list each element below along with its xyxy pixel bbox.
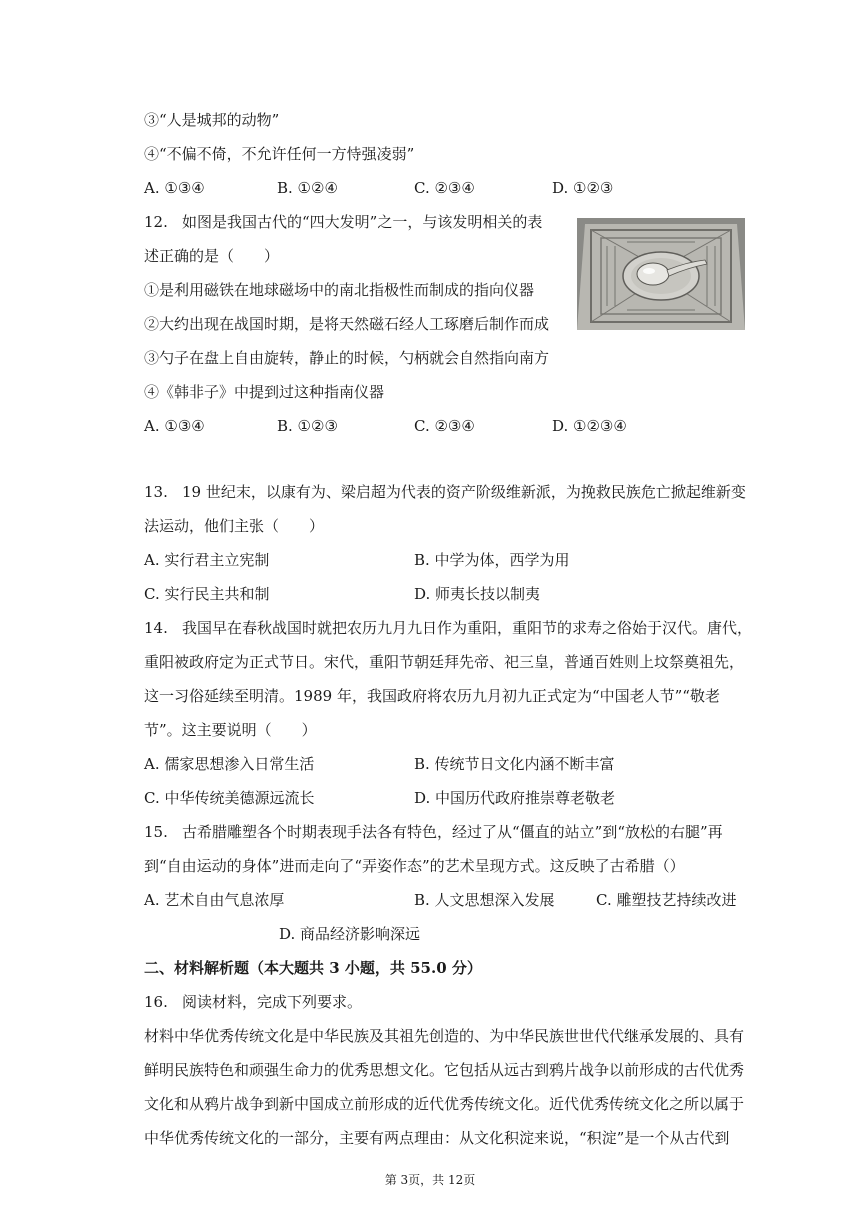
q12-number: 12. bbox=[144, 213, 168, 231]
q11-option-a: A. ①③④ bbox=[144, 179, 205, 197]
q12-item-1: ①是利用磁铁在地球磁场中的南北指极性而制成的指向仪器 bbox=[144, 281, 535, 299]
q11-option-d: D. ①②③ bbox=[552, 179, 614, 197]
q15-number: 15. bbox=[144, 823, 168, 841]
q15-stem-line-1 bbox=[144, 822, 723, 842]
q14-stem-line-4: 节”。这主要说明（ ） bbox=[144, 721, 317, 739]
q15-stem-line-2: 到“自由运动的身体”进而走向了“弄姿作态”的艺术呈现方式。这反映了古希腊（） bbox=[144, 857, 685, 875]
q12-item-2: ②大约出现在战国时期，是将天然磁石经人工琢磨后制作而成 bbox=[144, 315, 550, 333]
q13-number: 13. bbox=[144, 483, 168, 501]
q12-stem-text: 如图是我国古代的“四大发明”之一，与该发明相关的表 bbox=[182, 213, 543, 231]
q13-option-c: C. 实行民主共和制 bbox=[144, 585, 270, 603]
q13-option-b: B. 中学为体，西学为用 bbox=[414, 551, 570, 569]
q12-stem-line-1 bbox=[144, 212, 542, 232]
q16-material-line-4: 中华优秀传统文化的一部分，主要有两点理由：从文化积淀来说，“积淀”是一个从古代到 bbox=[144, 1129, 730, 1147]
q14-option-c: C. 中华传统美德源远流长 bbox=[144, 789, 315, 807]
q15-option-b: B. 人文思想深入发展 bbox=[414, 891, 555, 909]
q16-material-line-2: 鲜明民族特色和顽强生命力的优秀思想文化。它包括从远古到鸦片战争以前形成的古代优秀 bbox=[144, 1061, 745, 1079]
q14-stem-line-1 bbox=[144, 618, 752, 638]
compass-spoon-image bbox=[577, 218, 745, 330]
q14-stem-line-3: 这一习俗延续至明清。1989 年，我国政府将农历九月初九正式定为“中国老人节”“敬老 bbox=[144, 687, 720, 705]
q15-option-c: C. 雕塑技艺持续改进 bbox=[596, 891, 737, 909]
q14-stem-line-2: 重阳被政府定为正式节日。宋代，重阳节朝廷拜先帝、祀三皇，普通百姓则上坟祭奠祖先， bbox=[144, 653, 745, 671]
q13-stem-line-1 bbox=[144, 482, 746, 502]
q16-material-line-1: 材料中华优秀传统文化是中华民族及其祖先创造的、为中华民族世世代代继承发展的、具有 bbox=[144, 1027, 745, 1045]
q11-option-b: B. ①②④ bbox=[277, 179, 338, 197]
page-footer: 第 3页，共 12页 bbox=[384, 1173, 476, 1187]
q12-option-d: D. ①②③④ bbox=[552, 417, 627, 435]
q14-option-b: B. 传统节日文化内涵不断丰富 bbox=[414, 755, 615, 773]
q12-option-a: A. ①③④ bbox=[144, 417, 205, 435]
q11-item-3: ③“人是城邦的动物” bbox=[144, 111, 280, 129]
q12-stem-line-2: 述正确的是（ ） bbox=[144, 247, 280, 265]
q16-number: 16. bbox=[144, 993, 168, 1011]
q14-option-d: D. 中国历代政府推崇尊老敬老 bbox=[414, 789, 616, 807]
q15-option-d: D. 商品经济影响深远 bbox=[279, 925, 421, 943]
q13-stem-text: 19 世纪末，以康有为、梁启超为代表的资产阶级维新派，为挽救民族危亡掀起维新变 bbox=[182, 483, 746, 501]
section-2-heading: 二、材料解析题（本大题共 3 小题，共 55.0 分） bbox=[144, 959, 482, 977]
q12-item-4: ④《韩非子》中提到过这种指南仪器 bbox=[144, 383, 385, 401]
q16-stem-text: 阅读材料，完成下列要求。 bbox=[182, 993, 363, 1011]
q16-material-line-3: 文化和从鸦片战争到新中国成立前形成的近代优秀传统文化。近代优秀传统文化之所以属于 bbox=[144, 1095, 745, 1113]
q13-option-a: A. 实行君主立宪制 bbox=[144, 551, 270, 569]
q14-option-a: A. 儒家思想渗入日常生活 bbox=[144, 755, 315, 773]
q15-stem-text: 古希腊雕塑各个时期表现手法各有特色，经过了从“僵直的站立”到“放松的右腿”再 bbox=[182, 823, 723, 841]
q12-option-c: C. ②③④ bbox=[414, 417, 475, 435]
q13-option-d: D. 师夷长技以制夷 bbox=[414, 585, 541, 603]
q11-item-4: ④“不偏不倚，不允许任何一方恃强凌弱” bbox=[144, 145, 415, 163]
q15-option-a: A. 艺术自由气息浓厚 bbox=[144, 891, 285, 909]
compass-spoon-icon bbox=[577, 218, 745, 330]
q16-stem bbox=[144, 992, 362, 1012]
q11-option-c: C. ②③④ bbox=[414, 179, 475, 197]
q12-item-3: ③勺子在盘上自由旋转，静止的时候，勺柄就会自然指向南方 bbox=[144, 349, 550, 367]
q13-stem-line-2: 法运动，他们主张（ ） bbox=[144, 517, 325, 535]
q14-number: 14. bbox=[144, 619, 168, 637]
q12-option-b: B. ①②③ bbox=[277, 417, 338, 435]
q14-stem-text: 我国早在春秋战国时就把农历九月九日作为重阳，重阳节的求寿之俗始于汉代。唐代， bbox=[182, 619, 753, 637]
